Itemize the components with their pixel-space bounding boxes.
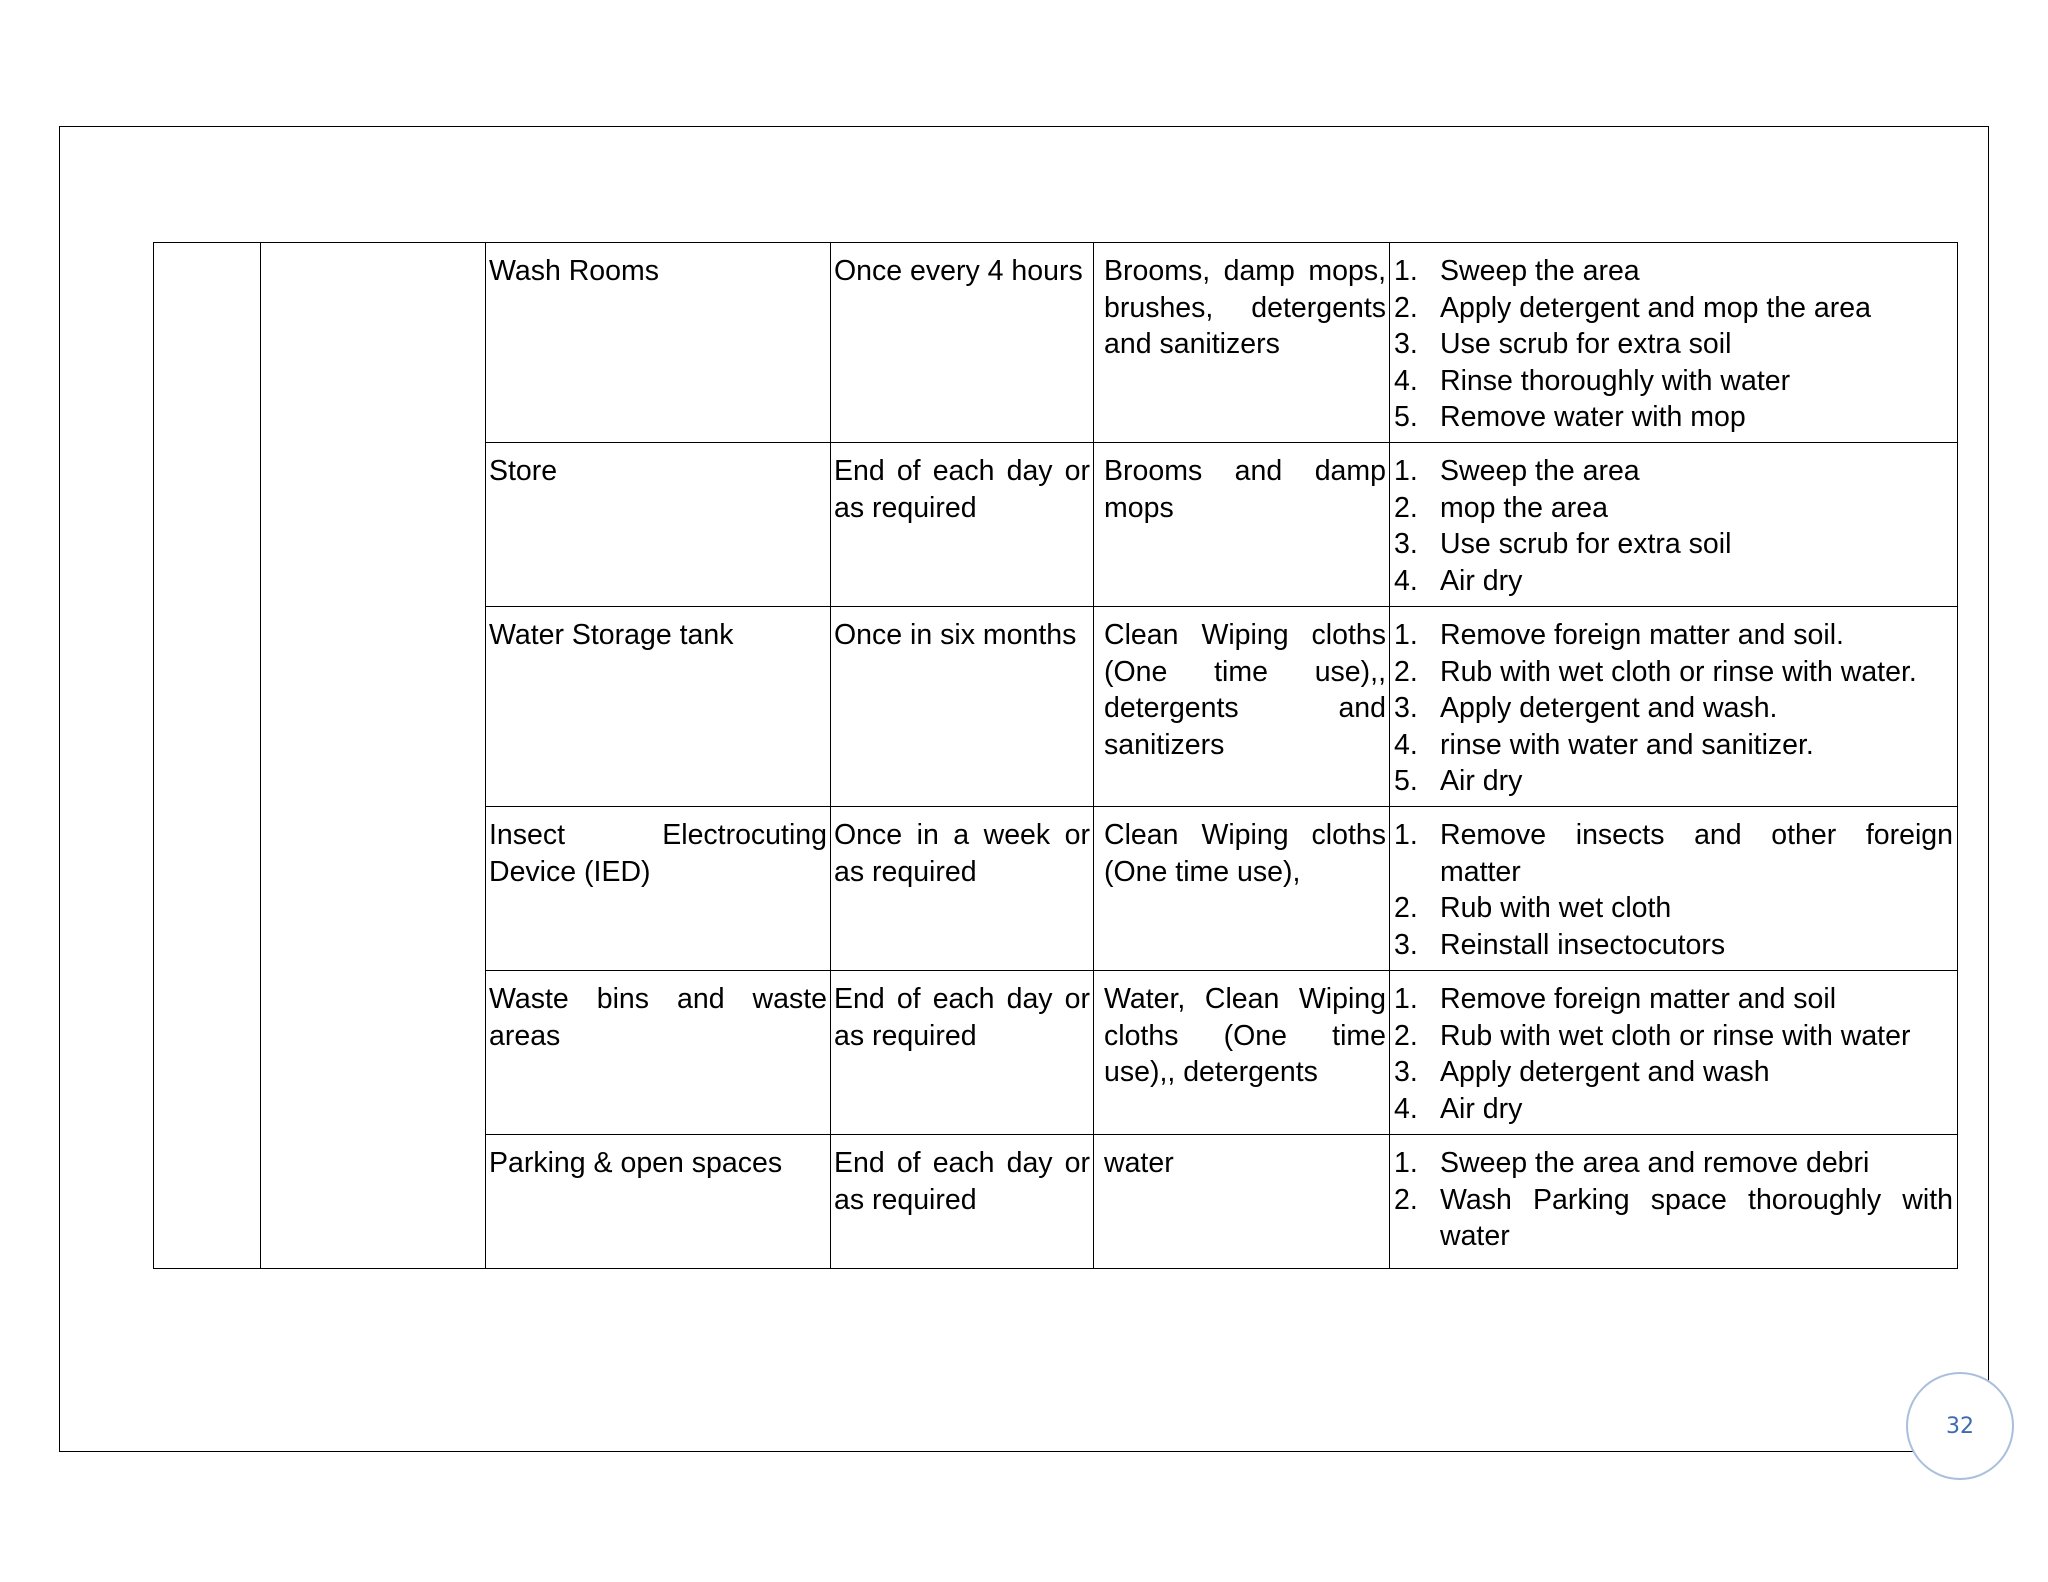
steps-list: [1393, 817, 1954, 963]
cell-frequency: End of each day or as required: [831, 1135, 1094, 1269]
step-number: 5.: [1394, 765, 1418, 797]
cleaning-schedule-table: [153, 242, 1958, 1269]
step-text: Sweep the area and remove debri: [1440, 1147, 1870, 1179]
step-number: 2.: [1394, 291, 1418, 324]
list-item: [1393, 981, 1954, 1018]
step-text: Air dry: [1440, 765, 1523, 797]
step-number: 1.: [1394, 619, 1418, 651]
list-item: [1393, 363, 1954, 400]
cell-tools: Brooms and damp mops: [1094, 443, 1390, 607]
list-item: [1393, 1054, 1954, 1091]
step-text: Sweep the area: [1440, 255, 1640, 287]
step-number: 3.: [1394, 928, 1418, 961]
step-number: 2.: [1394, 655, 1418, 688]
cell-area: Waste bins and waste areas: [486, 971, 831, 1135]
cell-frequency: End of each day or as required: [831, 443, 1094, 607]
step-number: 1.: [1394, 455, 1418, 487]
step-text: Rub with wet cloth: [1440, 892, 1672, 924]
cell-frequency: Once every 4 hours: [831, 243, 1094, 443]
step-text: Apply detergent and mop the area: [1440, 291, 1871, 324]
step-text: rinse with water and sanitizer.: [1440, 728, 1814, 761]
step-text: Air dry: [1440, 564, 1523, 597]
list-item: [1393, 817, 1954, 890]
list-item: [1393, 563, 1954, 600]
step-text: Use scrub for extra soil: [1440, 528, 1732, 560]
list-item: [1393, 690, 1954, 727]
list-item: [1393, 763, 1954, 800]
step-text: Remove insects and other foreign matter: [1440, 819, 1953, 888]
cell-tools: Clean Wiping cloths (One time use),, detergents and sanitizers: [1094, 607, 1390, 807]
table-row: [154, 243, 1958, 443]
cell-area: Parking & open spaces: [486, 1135, 831, 1269]
cell-tools: Clean Wiping cloths (One time use),: [1094, 807, 1390, 971]
cell-steps: [1390, 1135, 1958, 1269]
step-text: Use scrub for extra soil: [1440, 328, 1732, 360]
empty-cell-sno: [154, 243, 261, 1269]
step-number: 5.: [1394, 401, 1418, 433]
step-text: Apply detergent and wash.: [1440, 692, 1778, 724]
step-number: 2.: [1394, 892, 1418, 924]
step-text: Remove foreign matter and soil: [1440, 983, 1837, 1015]
step-number: 4.: [1394, 364, 1418, 397]
list-item: [1393, 1182, 1954, 1255]
empty-cell-category: [261, 243, 486, 1269]
step-number: 3.: [1394, 1056, 1418, 1088]
cell-steps: [1390, 807, 1958, 971]
list-item: [1393, 1091, 1954, 1128]
cell-frequency: End of each day or as required: [831, 971, 1094, 1135]
cell-area: Insect Electrocuting Device (IED): [486, 807, 831, 971]
step-number: 4.: [1394, 1092, 1418, 1125]
steps-list: [1393, 453, 1954, 599]
list-item: [1393, 617, 1954, 654]
step-number: 2.: [1394, 1019, 1418, 1052]
step-number: 3.: [1394, 692, 1418, 724]
cell-frequency: Once in six months: [831, 607, 1094, 807]
list-item: [1393, 399, 1954, 436]
step-number: 4.: [1394, 728, 1418, 761]
list-item: [1393, 1018, 1954, 1055]
steps-list: [1393, 981, 1954, 1127]
step-number: 2.: [1394, 1183, 1418, 1216]
list-item: [1393, 490, 1954, 527]
cell-tools: Water, Clean Wiping cloths (One time use),, detergents: [1094, 971, 1390, 1135]
step-text: Rub with wet cloth or rinse with water: [1440, 1019, 1911, 1052]
step-text: Sweep the area: [1440, 455, 1640, 487]
list-item: [1393, 890, 1954, 927]
cell-area: Wash Rooms: [486, 243, 831, 443]
list-item: [1393, 526, 1954, 563]
cell-steps: [1390, 443, 1958, 607]
step-text: Rub with wet cloth or rinse with water.: [1440, 655, 1917, 688]
step-number: 2.: [1394, 491, 1418, 524]
step-text: Rinse thoroughly with water: [1440, 364, 1791, 397]
list-item: [1393, 927, 1954, 964]
step-text: Apply detergent and wash: [1440, 1056, 1770, 1088]
cell-tools: Brooms, damp mops, brushes, detergents and sanitizers: [1094, 243, 1390, 443]
steps-list: [1393, 253, 1954, 436]
step-number: 4.: [1394, 564, 1418, 597]
list-item: [1393, 453, 1954, 490]
step-number: 1.: [1394, 255, 1418, 287]
list-item: [1393, 253, 1954, 290]
cell-steps: [1390, 243, 1958, 443]
page-number: 32: [1906, 1372, 2014, 1480]
steps-list: [1393, 1145, 1954, 1255]
step-number: 3.: [1394, 328, 1418, 360]
list-item: [1393, 326, 1954, 363]
list-item: [1393, 727, 1954, 764]
cell-tools: water: [1094, 1135, 1390, 1269]
step-text: Remove foreign matter and soil.: [1440, 619, 1844, 651]
cell-steps: [1390, 607, 1958, 807]
table-body: [154, 243, 1958, 1269]
step-text: Reinstall insectocutors: [1440, 928, 1726, 961]
list-item: [1393, 290, 1954, 327]
cell-steps: [1390, 971, 1958, 1135]
step-number: 1.: [1394, 983, 1418, 1015]
step-text: Air dry: [1440, 1092, 1523, 1125]
cell-area: Store: [486, 443, 831, 607]
step-text: Remove water with mop: [1440, 401, 1746, 433]
steps-list: [1393, 617, 1954, 800]
cell-area: Water Storage tank: [486, 607, 831, 807]
cell-frequency: Once in a week or as required: [831, 807, 1094, 971]
step-number: 1.: [1394, 819, 1418, 851]
list-item: [1393, 1145, 1954, 1182]
list-item: [1393, 654, 1954, 691]
step-number: 1.: [1394, 1147, 1418, 1179]
step-text: Wash Parking space thoroughly with water: [1440, 1183, 1953, 1252]
step-number: 3.: [1394, 528, 1418, 560]
step-text: mop the area: [1440, 491, 1608, 524]
